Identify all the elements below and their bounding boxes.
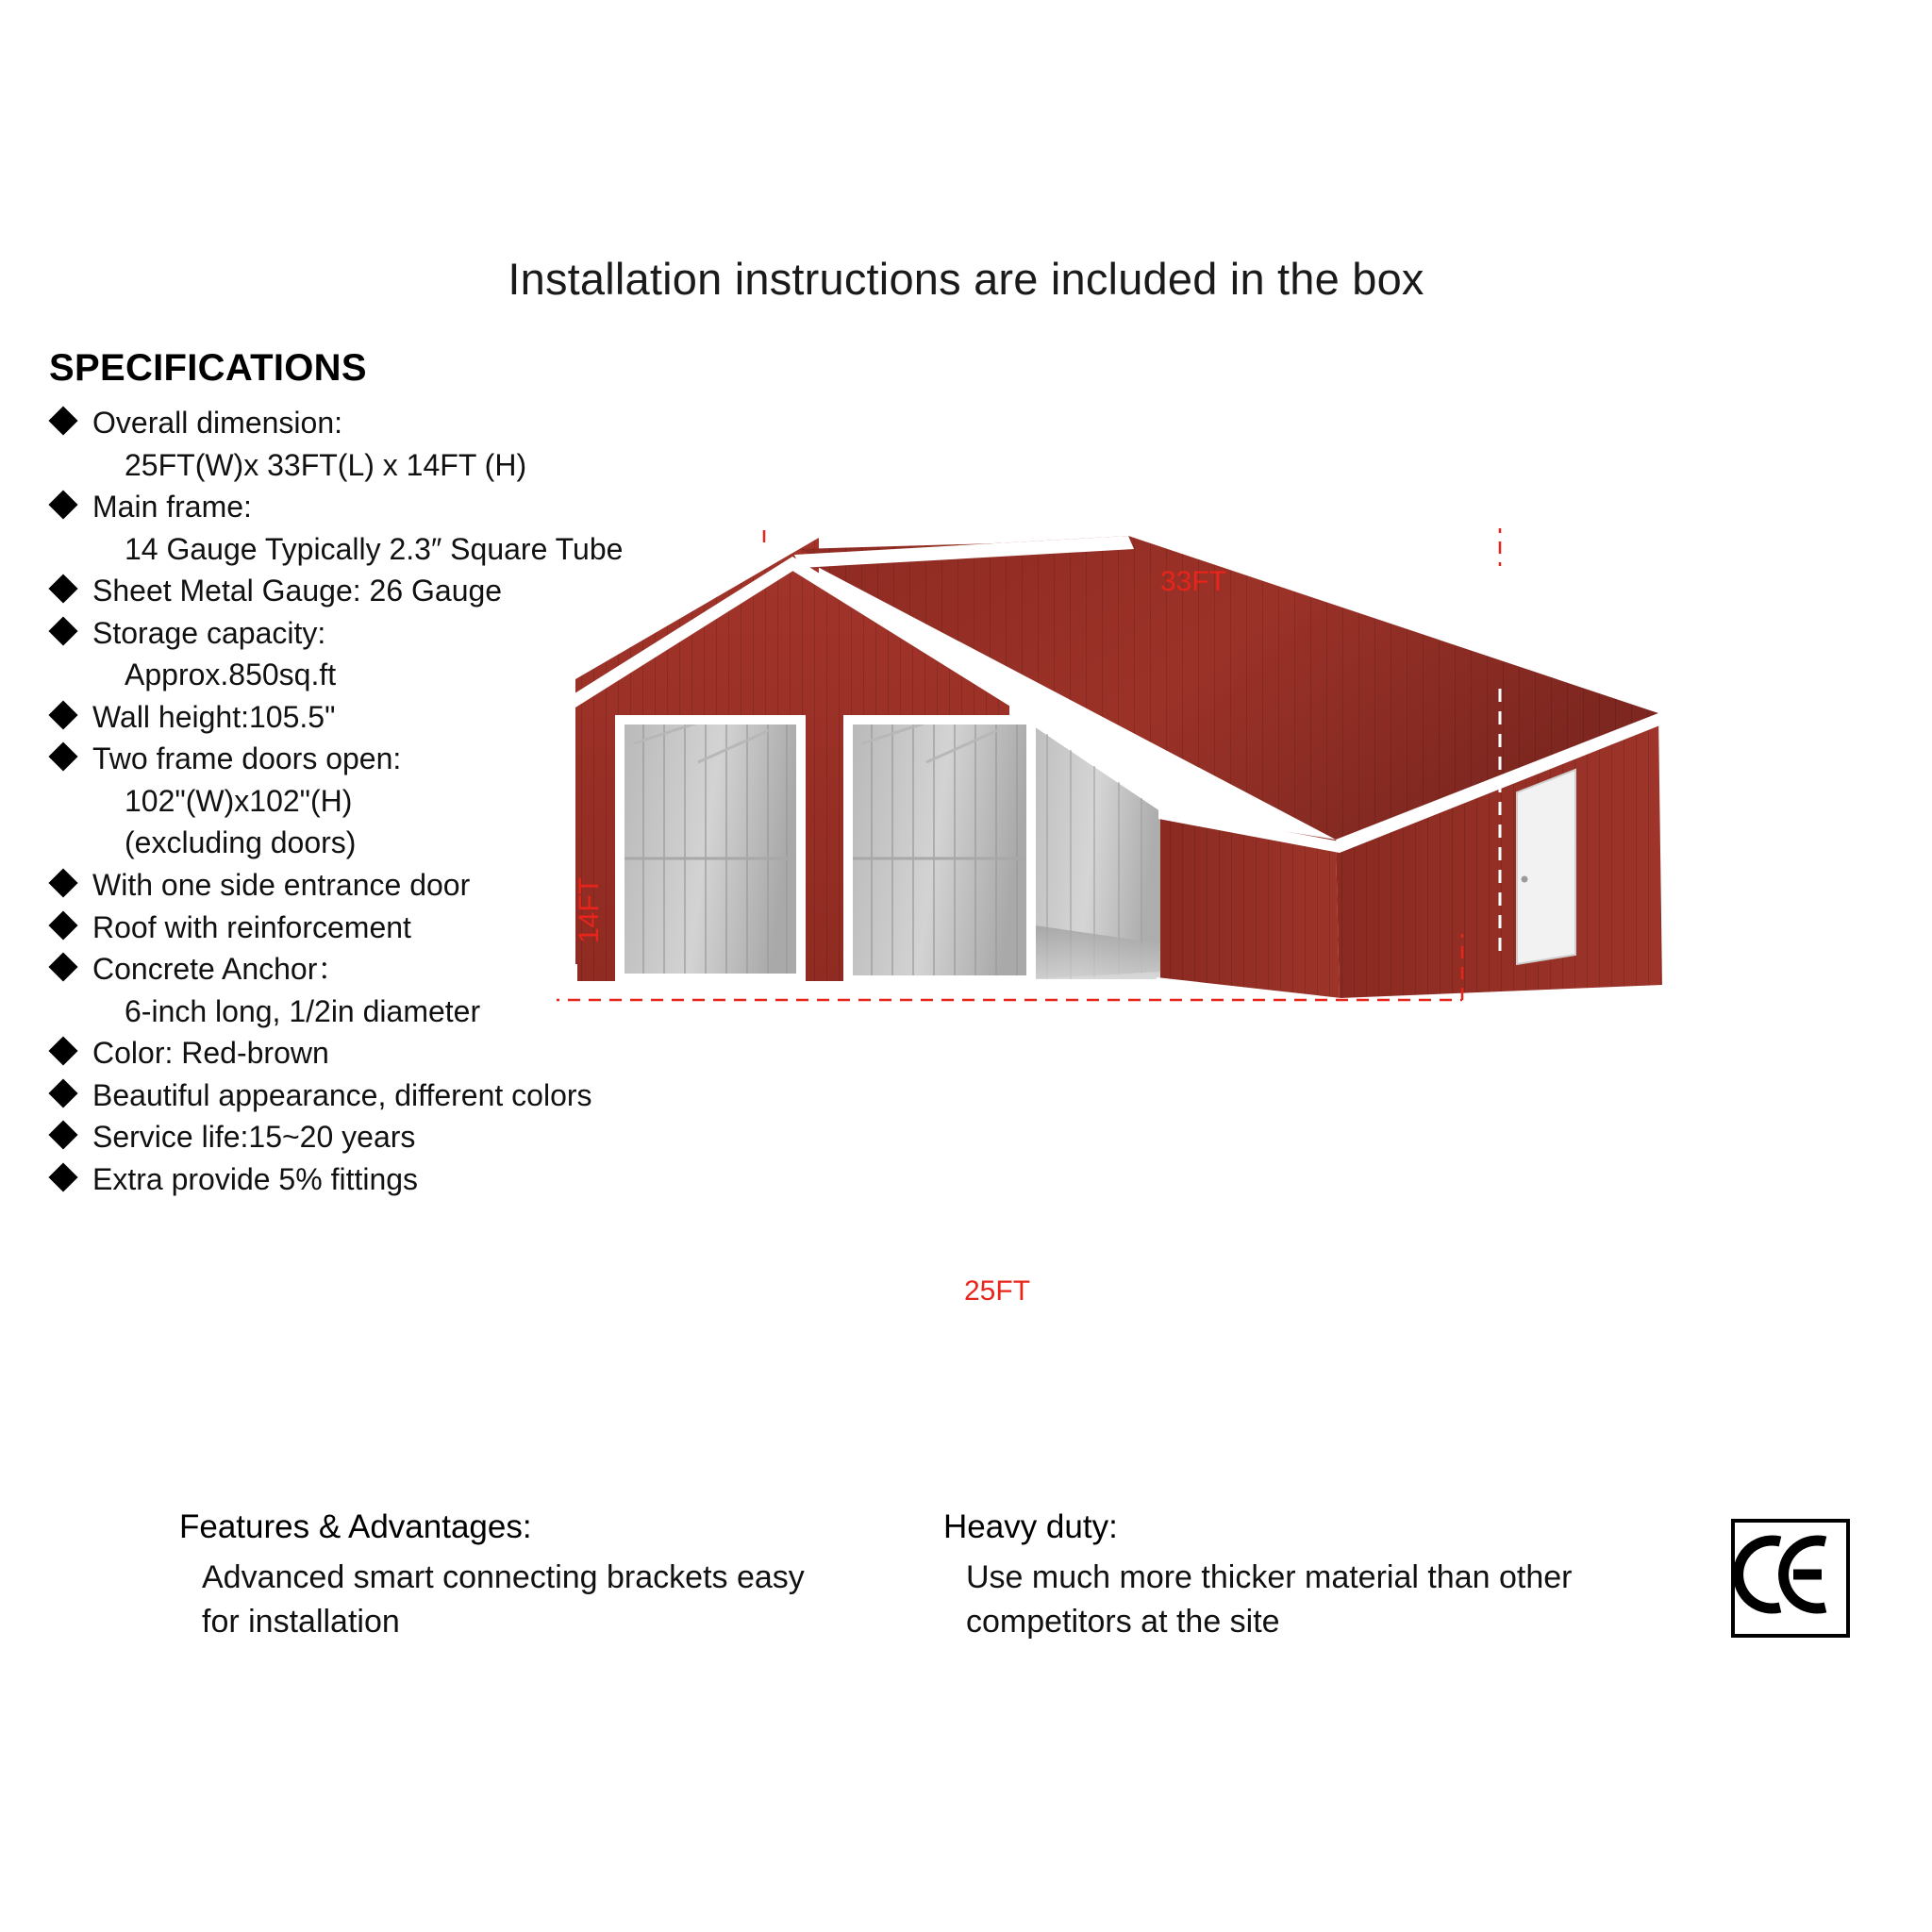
spec-sub-text: 25FT(W)x 33FT(L) x 14FT (H) — [125, 447, 527, 482]
spec-label: Wall height:105.5" — [92, 699, 336, 734]
note-title: Features & Advantages: — [179, 1508, 532, 1545]
diamond-bullet-icon — [48, 1037, 77, 1066]
spec-label: Service life:15~20 years — [92, 1120, 416, 1155]
spec-label: With one side entrance door — [92, 868, 471, 903]
note-title: Heavy duty: — [943, 1508, 1118, 1545]
spec-label: Overall dimension: — [92, 406, 342, 440]
spec-label: Two frame doors open: — [92, 741, 402, 776]
diamond-bullet-icon — [48, 406, 77, 435]
spec-sub-text: Approx.850sq.ft — [125, 658, 337, 692]
spec-sub-text: 14 Gauge Typically 2.3″ Square Tube — [125, 531, 624, 566]
spec-label: Color: Red-brown — [92, 1036, 329, 1071]
diamond-bullet-icon — [48, 1078, 77, 1108]
spec-label: Storage capacity: — [92, 615, 326, 650]
diamond-bullet-icon — [48, 700, 77, 729]
spec-label: Concrete Anchor： — [92, 952, 348, 987]
dimension-label-height: 14FT — [574, 876, 605, 943]
garage-illustration — [557, 528, 1896, 1311]
note-body: Advanced smart connecting brackets easy for installation — [202, 1559, 805, 1641]
spec-label: Roof with reinforcement — [92, 909, 411, 944]
dimension-label-wall-height: 9 F T — [1455, 1011, 1517, 1042]
note-features — [179, 1505, 840, 1644]
garage-door-opening-left — [615, 715, 806, 983]
diamond-bullet-icon — [48, 1121, 77, 1150]
side-entrance-door — [1517, 770, 1575, 964]
dimension-label-width: 25FT — [964, 1275, 1031, 1307]
diamond-bullet-icon — [48, 953, 77, 982]
spec-sub-text: (excluding doors) — [125, 825, 357, 860]
building-body — [564, 536, 1662, 1008]
specifications-heading: SPECIFICATIONS — [49, 347, 367, 389]
diamond-bullet-icon — [48, 575, 77, 604]
diamond-bullet-icon — [48, 868, 77, 897]
diamond-bullet-icon — [48, 616, 77, 645]
diamond-bullet-icon — [48, 491, 77, 520]
ce-mark-icon — [1731, 1519, 1850, 1638]
page-title: Installation instructions are included in the box — [508, 254, 1424, 304]
note-body: Use much more thicker material than other competitors at the site — [966, 1559, 1573, 1641]
notes-section — [0, 1505, 1932, 1712]
spec-label: Extra provide 5% fittings — [92, 1161, 419, 1196]
list-item — [49, 487, 709, 527]
spec-sub-text: 102"(W)x102"(H) — [125, 783, 353, 818]
spec-label: Main frame: — [92, 490, 252, 525]
diamond-bullet-icon — [48, 1162, 77, 1191]
diamond-bullet-icon — [48, 742, 77, 772]
spec-label: Beautiful appearance, different colors — [92, 1077, 592, 1112]
spec-sub-text: 6-inch long, 1/2in diameter — [125, 993, 481, 1028]
note-heavy-duty — [943, 1505, 1623, 1644]
spec-label: Sheet Metal Gauge: 26 Gauge — [92, 574, 503, 608]
diamond-bullet-icon — [48, 910, 77, 940]
dimension-label-length: 33FT — [1160, 566, 1227, 597]
list-item — [49, 403, 709, 443]
